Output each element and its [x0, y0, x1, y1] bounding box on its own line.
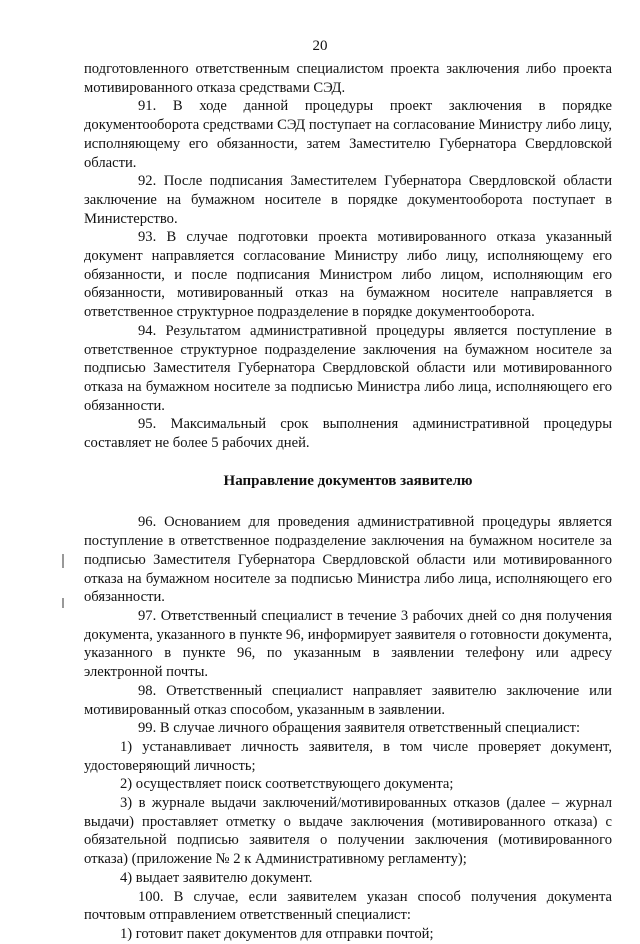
list-item-100-1: 1) готовит пакет документов для отправки почтой; — [120, 925, 434, 942]
paragraph-99: 99. В случае личного обращения заявителя ответственный специалист: — [138, 720, 581, 737]
section-heading: Направление документов заявителю — [223, 472, 473, 489]
document-body — [84, 60, 612, 944]
list-item-99-1: 1) устанавливает личность заявителя, в том числе проверяет документ, удостоверяющий личность; — [84, 738, 612, 774]
paragraph-96: 96. Основанием для проведения административной процедуры является поступление в ответственное подразделение заключения на бумажном носителе за подписью Заместителя Губернатора Свердловской области или мотивированного отказа на бумажном носителе за подписью Министра либо лица, исполняющего его обязанности. — [84, 514, 612, 606]
paragraph-94: 94. Результатом административной процедуры является поступление в ответственное структурное подразделение заключения на бумажном носителе за подписью Заместителя Губернатора Свердловской области или мотивированного отказа на бумажном носителе за подписью Министра либо лица, исполняющего его обязанности. — [84, 322, 612, 414]
paragraph-97: 97. Ответственный специалист в течение 3 рабочих дней со дня получения документа, указанного в пункте 96, информирует заявителя о готовности документа, указанного в пункте 96, по указанным в заявлении телефону или адресу электронной почты. — [84, 607, 612, 681]
page-number: 20 — [312, 38, 328, 54]
list-item-99-4: 4) выдает заявителю документ. — [120, 869, 313, 886]
paragraph-91: 91. В ходе данной процедуры проект заключения в порядке документооборота средствами СЭД поступает на согласование Министру либо лицу, исполняющему его обязанности, затем Заместителю Губернатора Свердловской области. — [84, 98, 612, 171]
list-item-99-2: 2) осуществляет поиск соответствующего документа; — [120, 776, 454, 793]
paragraph-100: 100. В случае, если заявителем указан способ получения документа почтовым отправлением ответственный специалист: — [84, 888, 612, 924]
paragraph-93: 93. В случае подготовки проекта мотивированного отказа указанный документ направляется согласование Министру либо лицу, исполняющему его обязанности, и после подписания Министром либо лицом, исполняющим его обязанности, мотивированный отказ на бумажном носителе направляется в ответственное структурное подразделение в порядке документооборота. — [84, 229, 612, 321]
list-item-99-3: 3) в журнале выдачи заключений/мотивированных отказов (далее – журнал выдачи) проставляет отметку о выдаче заключения (мотивированного отказа) с обязательной подписью заявителя о получении заключения (мотивированного отказа) (приложение № 2 к Административному регламенту); — [84, 795, 612, 868]
paragraph-98: 98. Ответственный специалист направляет заявителю заключение или мотивированный отказ способом, указанным в заявлении. — [84, 682, 612, 718]
paragraph-continuation: подготовленного ответственным специалистом проекта заключения либо проекта мотивированного отказа средствами СЭД. — [84, 61, 612, 96]
margin-mark — [62, 554, 64, 568]
paragraph-92: 92. После подписания Заместителем Губернатора Свердловской области заключение на бумажном носителе в порядке документооборота поступает в Министерство. — [84, 173, 612, 227]
margin-mark — [62, 598, 64, 608]
paragraph-95: 95. Максимальный срок выполнения административной процедуры составляет не более 5 рабочих дней. — [84, 416, 612, 452]
